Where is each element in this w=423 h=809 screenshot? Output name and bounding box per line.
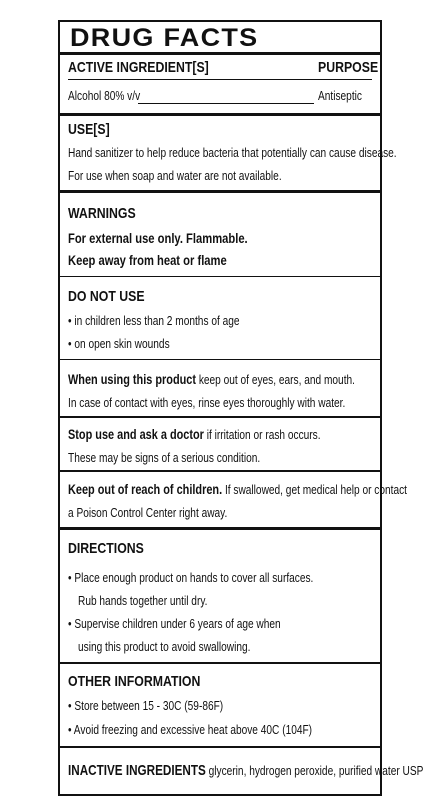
directions-item-2b: using this product to avoid swallowing. [78,639,251,654]
warnings-heading: WARNINGS [68,205,136,222]
active-subrule [68,79,372,80]
inactive-ingredients-line [68,762,423,779]
stop-use-lead: Stop use and ask a doctor [68,426,204,442]
when-using-line-1 [68,371,355,387]
keep-out-line-2: a Poison Control Center right away. [68,505,228,520]
when-using-rule [60,416,380,418]
use-heading: USE[S] [68,121,110,138]
directions-item-1b: Rub hands together until dry. [78,593,208,608]
warnings-rule [60,276,380,277]
do-not-use-rule [60,359,380,360]
directions-rule [60,662,380,664]
active-ingredient-value: Alcohol 80% v/v [68,88,141,103]
when-using-lead: When using this product [68,371,197,387]
other-info-item-2: • Avoid freezing and excessive heat above 40C (104F) [68,722,313,737]
title-rule [60,52,380,55]
stop-use-rule [60,470,380,472]
inactive-ingredients-heading: INACTIVE INGREDIENTS [68,762,206,779]
purpose-value: Antiseptic [318,88,362,103]
other-info-rule [60,746,380,748]
use-line-2: For use when soap and water are not available. [68,168,282,183]
drug-facts-title: DRUG FACTS [70,24,259,52]
warnings-line-2: Keep away from heat or flame [68,252,227,268]
use-rule [60,190,380,193]
inactive-ingredients-text: glycerin, hydrogen peroxide, purified water USP [205,763,423,778]
warnings-line-1: For external use only. Flammable. [68,230,248,246]
keep-out-text: If swallowed, get medical help or contact [222,482,407,497]
do-not-use-item-1: • in children less than 2 months of age [68,313,240,328]
keep-out-lead: Keep out of reach of children. [68,481,223,497]
purpose-heading: PURPOSE [318,59,379,76]
leader-line [138,103,314,104]
active-ingredient-heading: ACTIVE INGREDIENT[S] [68,59,209,76]
keep-out-line-1 [68,481,407,497]
other-info-heading: OTHER INFORMATION [68,673,201,690]
directions-heading: DIRECTIONS [68,540,144,557]
drug-facts-panel [58,20,423,796]
stop-use-text: if irritation or rash occurs. [203,427,321,442]
stop-use-line-2: These may be signs of a serious condition. [68,450,261,465]
directions-item-2a: • Supervise children under 6 years of age when [68,616,281,631]
when-using-line-2: In case of contact with eyes, rinse eyes thoroughly with water. [68,395,346,410]
do-not-use-item-2: • on open skin wounds [68,336,170,351]
keep-out-rule [60,527,380,530]
use-line-1: Hand sanitizer to help reduce bacteria that potentially can cause disease. [68,145,397,160]
directions-item-1a: • Place enough product on hands to cover all surfaces. [68,570,314,585]
other-info-item-1: • Store between 15 - 30C (59-86F) [68,698,224,713]
when-using-text: keep out of eyes, ears, and mouth. [196,372,355,387]
active-rule [60,113,380,116]
do-not-use-heading: DO NOT USE [68,288,145,305]
stop-use-line-1 [68,426,321,442]
